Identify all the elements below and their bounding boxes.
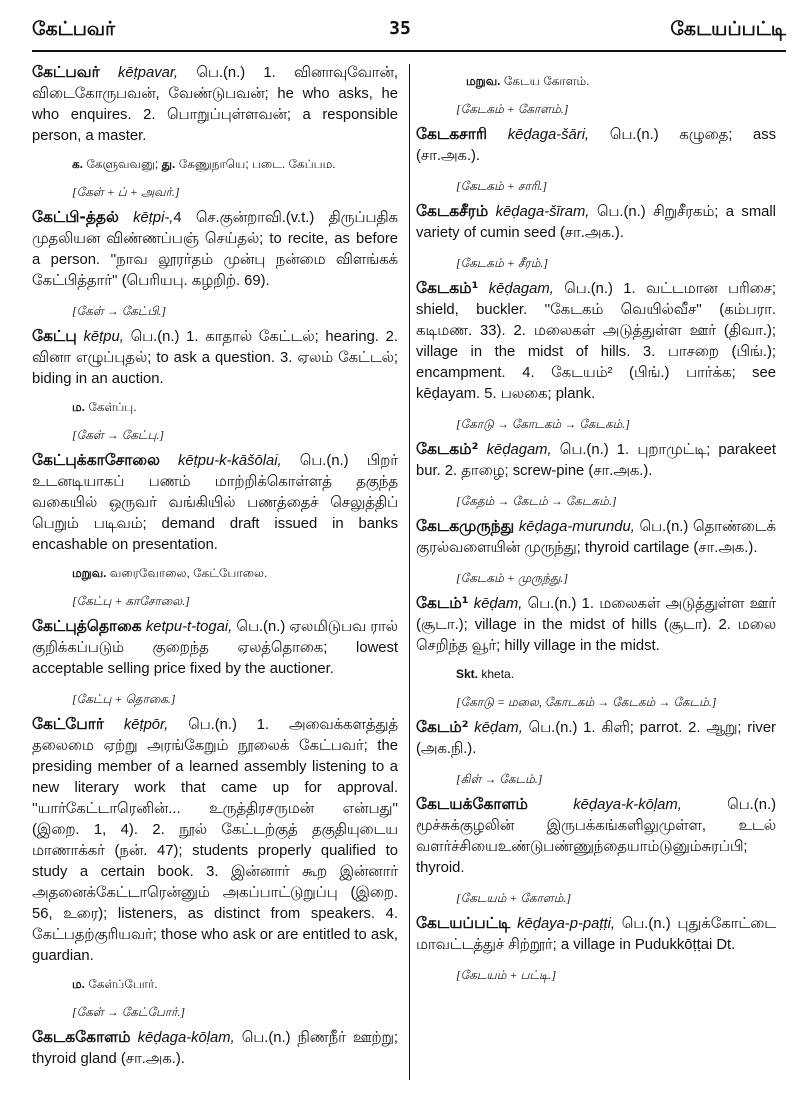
right-column	[416, 62, 776, 990]
headword: கேடம்²	[416, 718, 469, 736]
etymology: [கேடயம் + பட்டி.]	[456, 968, 557, 982]
cognate-label: மறுவ.	[466, 74, 501, 88]
cognate-label: Skt.	[456, 667, 479, 681]
definition: பெ.(n.) தொண்டைக் குரல்வளையின் முருந்து; thyroid cartilage (சா.அக.).	[416, 519, 776, 556]
headword: கேடகம்²	[416, 440, 479, 458]
entry-text	[416, 593, 776, 657]
headword: கேடககோளம்	[32, 1028, 131, 1046]
definition: பெ.(n.) 1. புறாமுட்டி; parakeet bur. 2. தாழை; screw-pine (சா.அக.).	[416, 442, 776, 479]
cognate-text: கேடய கோளம்.	[503, 74, 590, 88]
transliteration: kēḍam,	[473, 596, 523, 612]
cognates	[466, 72, 776, 90]
etymology: [கேட்பு + காசோலை.]	[72, 594, 190, 608]
transliteration: kēḍaga-šīram,	[495, 204, 590, 220]
entry-kedagasari	[416, 124, 776, 195]
entry-kedam-2	[416, 717, 776, 788]
etymology: [கிள் → கேடம்.]	[456, 772, 543, 786]
definition: பெ.(n.) மூச்சுக்குழலின் இருபக்கங்களிலுமுள்ள, உடல் வளர்ச்சியைஉண்டுபண்ணுந்தையாம்டுனும்சுரப்பி; thyroid.	[416, 797, 776, 876]
left-column	[32, 62, 398, 1076]
etymology: [கேடகம் + முருந்து.]	[456, 571, 569, 585]
definition: பெ.(n.) நிணநீர் ஊற்று; thyroid gland (சா.அக.).	[32, 1030, 398, 1067]
continued-entry	[416, 72, 776, 118]
headword: கேடயப்பட்டி	[416, 914, 511, 932]
entry-text	[416, 794, 776, 879]
entry-kedam-1	[416, 593, 776, 711]
definition: 4 செ.குன்றாவி.(v.t.) திருப்பதிக முதலியன விண்ணப்பஞ் செய்தல்; to recite, as before a person. ''நாவ லூரர்தம் முன்பு நன்மை விளங்கக் கேட்பித்தார்'' (பெரியபு. கழறிற். 69).	[32, 210, 398, 289]
etymology: [கேள் → கேட்போர்.]	[72, 1005, 186, 1019]
column-divider	[409, 64, 410, 1080]
cognate-text: வரைவோலை, கேட்போலை.	[109, 566, 268, 580]
entry-text	[32, 450, 398, 556]
definition: பெ.(n.) 1. மலைகள் அடுத்துள்ள ஊர் (சூடா.); village in the midst of hills (சூடா). 2. மலை செறிந்த வூர்; hilly village in the midst.	[416, 596, 776, 654]
cognate-text: கேணுநாயெ; படை. கேப்பம.	[178, 157, 336, 171]
entry-text	[416, 124, 776, 167]
entry-ketpavar	[32, 62, 398, 201]
cognate-text: கேளுவவனு;	[86, 157, 159, 171]
entry-text	[416, 516, 776, 559]
transliteration: kēṭpi-,	[133, 210, 174, 226]
entry-kedagam-1	[416, 278, 776, 433]
entry-kedayappatti	[416, 913, 776, 984]
entry-kedagamurundu	[416, 516, 776, 587]
cognate-text: கேள்ப்போர்.	[88, 977, 158, 991]
entry-text	[32, 616, 398, 680]
cognates	[72, 975, 398, 993]
cognate-label: க.	[72, 157, 84, 171]
etymology: [கேள் → கேட்பி.]	[72, 304, 167, 318]
cognates	[456, 665, 776, 683]
transliteration: kēṭpavar,	[118, 65, 179, 81]
transliteration: kēḍagam,	[488, 281, 554, 297]
entry-text	[416, 913, 776, 956]
entry-kedagam-2	[416, 439, 776, 510]
transliteration: kēḍaga-šāri,	[507, 127, 590, 143]
definition: பெ.(n.) 1. வினாவுவோன், விடைகோருபவன், வேண்டுபவன்; he who asks, he who enquires. 2. பொறுப்புள்ளவன்; a responsible person, a master.	[32, 65, 398, 144]
headword: கேட்புத்தொகை	[32, 617, 142, 635]
page-number: 35	[389, 18, 411, 39]
transliteration: kēḍaga-kōḷam,	[137, 1030, 235, 1046]
transliteration: kēṭpōr,	[123, 717, 169, 733]
headword: கேட்பு	[32, 327, 77, 345]
etymology: [கோடு → கோடகம் → கேடகம்.]	[456, 417, 630, 431]
entry-text	[416, 278, 776, 405]
etymology: [கேடயம் + கோளம்.]	[456, 891, 572, 905]
headword: கேட்பி-த்தல்	[32, 208, 119, 226]
entry-kedayakkolam	[416, 794, 776, 907]
entry-kedagasiram	[416, 201, 776, 272]
headword: கேட்போர்	[32, 715, 104, 733]
etymology: [கேதம் → கேடம் → கேடகம்.]	[456, 494, 617, 508]
transliteration: ketpu-t-togai,	[145, 619, 233, 635]
etymology: [கேள் + ப் + அவர்.]	[72, 185, 180, 199]
transliteration: kēḍagam,	[486, 442, 552, 458]
headword: கேட்பவர்	[32, 63, 100, 81]
definition: பெ.(n.) 1. வட்டமான பரிசை; shield, buckler. ''கேடகம் வெயில்வீச'' (கம்பரா. கடிமண. 33). 2. மலைகள் அடுத்துள்ள ஊர் (திவா.); village in the midst of hills. 3. பாசறை (பிங்.); encampment. 4. கேடயம்² (பிங்.) பார்க்க; see kēḍayam. 5. பலகை; plank.	[416, 281, 776, 402]
transliteration: kēṭpu-k-kāšōlai,	[178, 453, 282, 469]
running-head-left: கேட்பவர்	[32, 18, 116, 40]
headword: கேடம்¹	[416, 594, 469, 612]
headword: கேடகம்¹	[416, 279, 479, 297]
definition: பெ.(n.) பிறர் உடனடியாகப் பணம் மாற்றிக்கொள்ளத் தகுந்த வகையில் ஒருவர் வங்கியில் பணத்தைச் செலுத்திப் பெறும் படிவம்; demand draft issued in banks encashable on presentation.	[32, 453, 398, 553]
entry-text	[32, 1027, 398, 1070]
etymology: [கேடகம் + சீரம்.]	[456, 256, 549, 270]
transliteration: kēḍaga-murundu,	[518, 519, 635, 535]
headword: கேடகசாரி	[416, 125, 488, 143]
definition: பெ.(n.) புதுக்கோட்டை மாவட்டத்துச் சிற்றூர்; a village in Pudukkōṭṭai Dt.	[416, 916, 776, 953]
headword: கேடயக்கோளம்	[416, 795, 528, 813]
entry-ketputtogai	[32, 616, 398, 708]
definition: பெ.(n.) 1. காதால் கேட்டல்; hearing. 2. வினா எழுப்புதல்; to ask a question. 3. ஏலம் கேட்டல்; biding in an auction.	[32, 329, 398, 387]
etymology: [கேடகம் + கோளம்.]	[456, 102, 569, 116]
entry-text	[32, 714, 398, 967]
cognate-label: து.	[161, 157, 176, 171]
entry-text	[32, 326, 398, 390]
definition: பெ.(n.) 1. கிளி; parrot. 2. ஆறு; river (அக.நி.).	[416, 720, 776, 757]
etymology: [கேடகம் + சாரி.]	[456, 179, 548, 193]
transliteration: kēḍaya-k-kōḷam,	[573, 797, 682, 813]
entry-text	[32, 207, 398, 292]
entry-text	[32, 62, 398, 147]
entry-text	[416, 439, 776, 482]
entry-kedagakolam	[32, 1027, 398, 1070]
definition: பெ.(n.) 1. அவைக்களத்துத் தலைமை ஏற்று அரங்கேறும் நூலைக் கேட்பவர்; the presiding member of a learned assembly listening to a new literary work that came up for approval. ''யார்கேட்டாரெனின்... உருத்திரசருமன் என்பது'' (இறை. 1, 4). 2. நூல் கேட்டற்குத் தகுதியுடைய மாணாக்கர் (நன். 47); students properly qualified to study a certain book. 3. இன்னார் கூற இன்னார் அதனைக்கேட்டாரென்னும் அகப்பாட்டுறுப்பு (இறை. 56, உரை); listeners, as distinct from speakers. 4. கேட்பதற்குரியவர்; those who ask or are entitled to ask, guardian.	[32, 717, 398, 964]
running-head-right: கேடயப்பட்டி	[670, 18, 786, 40]
headword: கேடகமுருந்து	[416, 517, 515, 535]
entry-ketpukkasolai	[32, 450, 398, 610]
etymology: [கேட்பு + தொகை.]	[72, 692, 176, 706]
headword: கேடகசீரம்	[416, 202, 489, 220]
cognate-text: kheta.	[481, 667, 515, 681]
entry-ketpu	[32, 326, 398, 444]
cognate-text: கேள்ப்பு.	[88, 400, 137, 414]
definition: பெ.(n.) சிறுசீரகம்; a small variety of cumin seed (சா.அக.).	[416, 204, 776, 241]
cognates	[72, 564, 398, 582]
cognate-label: ம.	[72, 977, 85, 991]
definition: பெ.(n.) ஏலமிடுபவ ரால் குறிக்கப்படும் குறைந்த ஏலத்தொகை; lowest acceptable selling price fixed by the auctioner.	[32, 619, 398, 677]
entry-ketpi	[32, 207, 398, 320]
transliteration: kēḍaya-p-paṭṭi,	[517, 916, 615, 932]
etymology: [கேள் → கேட்பு.]	[72, 428, 165, 442]
cognates	[72, 155, 398, 173]
header-rule	[32, 50, 786, 52]
entry-text	[416, 717, 776, 760]
cognates	[72, 398, 398, 416]
transliteration: kēṭpu,	[83, 329, 124, 345]
transliteration: kēḍam,	[474, 720, 523, 736]
entry-ketpor	[32, 714, 398, 1021]
cognate-label: ம.	[72, 400, 85, 414]
definition: பெ.(n.) கழுதை; ass (சா.அக.).	[416, 127, 776, 164]
etymology: [கோடு = மலை, கோடகம் → கேடகம் → கேடம்.]	[456, 695, 717, 709]
cognate-label: மறுவ.	[72, 566, 107, 580]
entry-text	[416, 201, 776, 244]
headword: கேட்புக்காசோலை	[32, 451, 160, 469]
